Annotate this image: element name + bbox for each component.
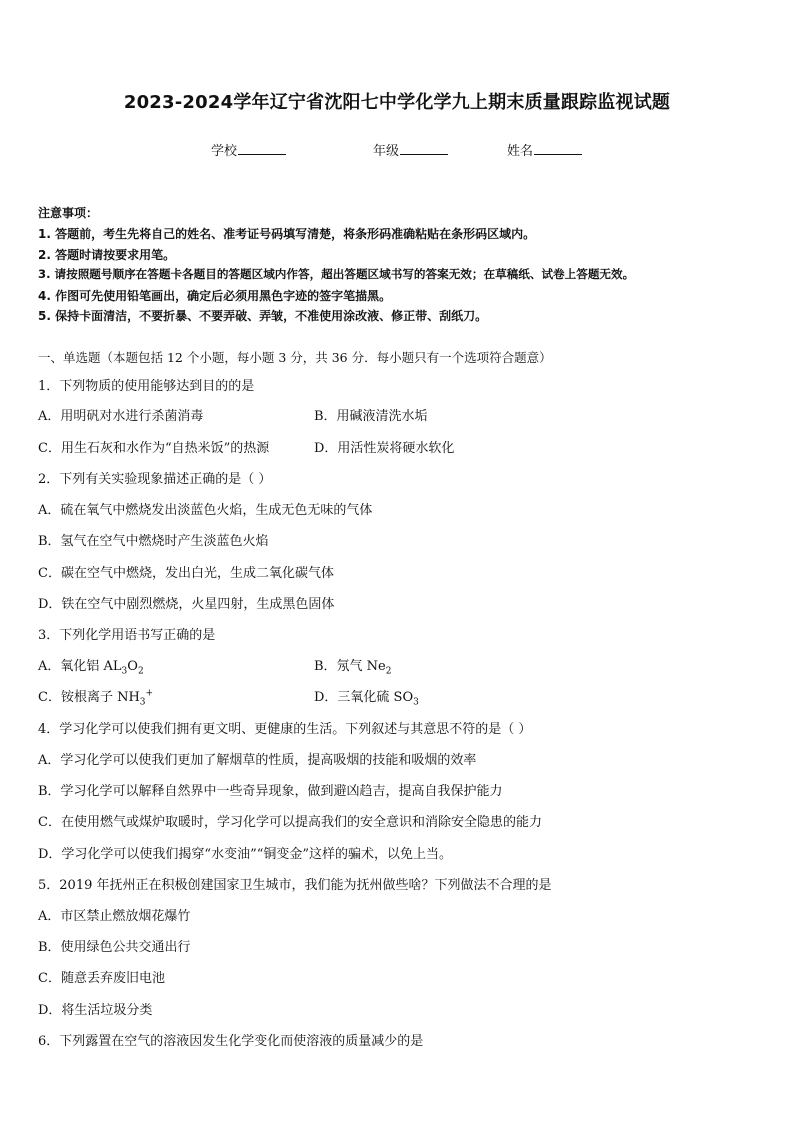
q4-option-c: C．在使用燃气或煤炉取暖时，学习化学可以提高我们的安全意识和消除安全隐患的能力 [38,815,542,830]
subscript: 2 [137,666,144,677]
question-1-stem: 1．下列物质的使用能够达到目的的是 [38,379,255,394]
q3-option-c-text: C．铵根离子 NH [38,690,140,705]
formula-part: O [127,659,138,674]
q2-option-c: C．碳在空气中燃烧，发出白光，生成二氧化碳气体 [38,566,334,581]
note-item: 5. 保持卡面清洁，不要折暴、不要弄破、弄皱，不准使用涂改液、修正带、刮纸刀。 [38,309,488,323]
q3-option-b [314,655,392,677]
q3-option-c [38,686,153,708]
subscript: 2 [385,666,392,677]
q2-option-b: B．氢气在空气中燃烧时产生淡蓝色火焰 [38,534,269,549]
subscript: 3 [121,666,128,677]
note-item: 2. 答题时请按要求用笔。 [38,248,176,262]
q3-option-a-text: A．氧化铝 AL [38,659,122,674]
page-title: 2023-2024学年辽宁省沈阳七中学化学九上期末质量跟踪监视试题 [123,92,671,113]
q2-option-a: A．硫在氧气中燃烧发出淡蓝色火焰，生成无色无味的气体 [38,503,373,518]
name-label: 姓名 [507,144,534,159]
question-3-stem: 3．下列化学用语书写正确的是 [38,628,216,643]
grade-label: 年级 [373,144,400,159]
note-item: 3. 请按照题号顺序在答题卡各题目的答题区域内作答，超出答题区域书写的答案无效；在草稿纸、试卷上答题无效。 [38,267,635,281]
notes-title: 注意事项： [38,206,99,220]
q1-option-a: A．用明矾对水进行杀菌消毒 [38,409,204,424]
q5-option-d: D．将生活垃圾分类 [38,1003,153,1018]
question-5-stem: 5．2019 年抚州正在积极创建国家卫生城市，我们能为抚州做些啥？下列做法不合理的是 [38,878,552,893]
question-4-stem: 4．学习化学可以使我们拥有更文明、更健康的生活。下列叙述与其意思不符的是（ ） [38,722,532,737]
superscript: + [145,688,154,699]
q4-option-b: B．学习化学可以解释自然界中一些奇异现象，做到避凶趋吉，提高自我保护能力 [38,784,503,799]
school-field [211,140,286,159]
q1-option-b: B．用碱液清洗水垢 [314,409,428,424]
q3-option-d-text: D．三氧化硫 SO [314,690,414,705]
grade-field [373,140,448,159]
subscript: 3 [413,697,419,708]
school-blank [238,143,286,155]
q5-option-c: C．随意丢弃废旧电池 [38,971,165,986]
question-2-stem: 2．下列有关实验现象描述正确的是（ ） [38,472,272,487]
subscript: 3 [139,697,146,708]
name-blank [534,143,582,155]
section-heading: 一、单选题（本题包括 12 个小题，每小题 3 分，共 36 分．每小题只有一个选项符合题意） [38,350,552,365]
grade-blank [400,143,448,155]
q3-option-d [314,686,419,708]
note-item: 1. 答题前，考生先将自己的姓名、准考证号码填写清楚，将条形码准确粘贴在条形码区域内。 [38,227,536,241]
note-item: 4. 作图可先使用铅笔画出，确定后必须用黑色字迹的签字笔描黑。 [38,289,392,303]
q3-option-a [38,655,144,677]
name-field [507,140,582,159]
q5-option-a: A．市区禁止燃放烟花爆竹 [38,909,191,924]
q1-option-d: D．用活性炭将硬水软化 [314,441,455,456]
q5-option-b: B．使用绿色公共交通出行 [38,940,191,955]
q2-option-d: D．铁在空气中剧烈燃烧，火星四射，生成黑色固体 [38,597,335,612]
q1-option-c: C．用生石灰和水作为“自热米饭”的热源 [38,441,270,456]
school-label: 学校 [211,144,238,159]
q4-option-a: A．学习化学可以使我们更加了解烟草的性质，提高吸烟的技能和吸烟的效率 [38,753,477,768]
q4-option-d: D．学习化学可以使我们揭穿“水变油”“铜变金”这样的骗术，以免上当。 [38,847,453,862]
q3-option-b-text: B．氖气 Ne [314,659,386,674]
question-6-stem: 6．下列露置在空气的溶液因发生化学变化而使溶液的质量减少的是 [38,1034,424,1049]
